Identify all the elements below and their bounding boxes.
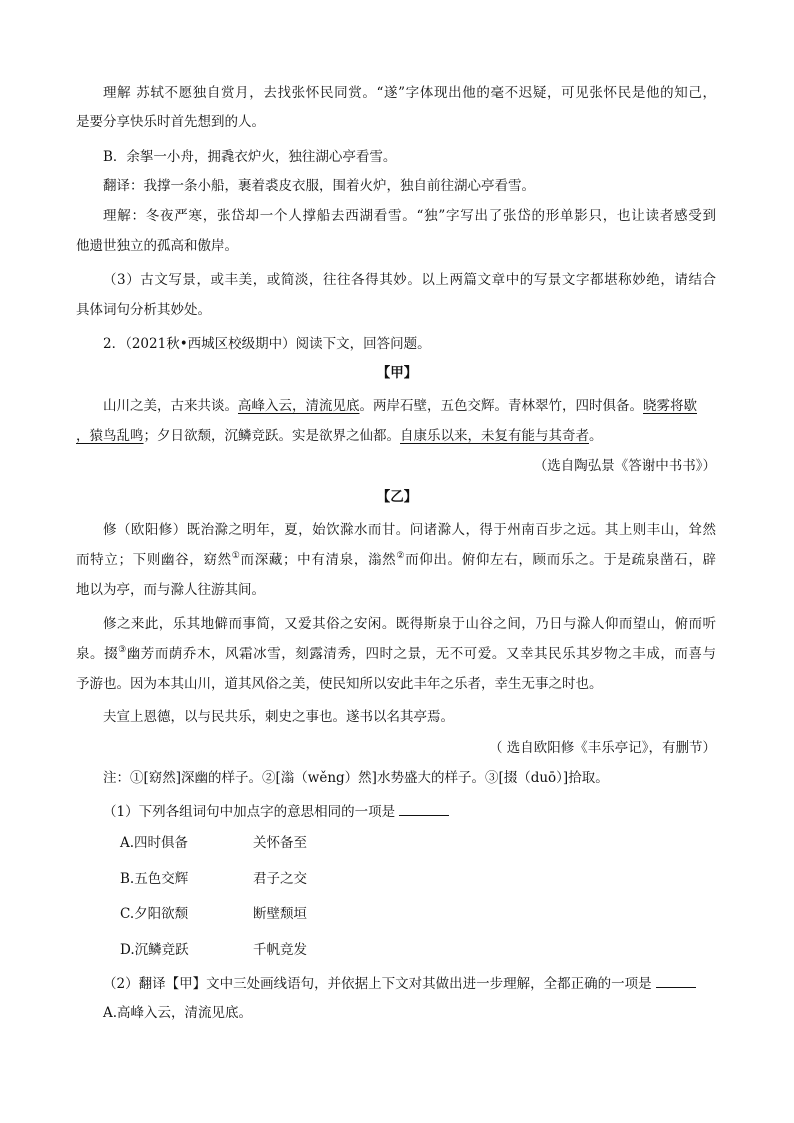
option-c-left: C.夕阳欲颓 — [120, 906, 189, 922]
passage-line: 而特立；下则幽谷，窈然①而深藏；中有清泉，滃然②而仰出。俯仰左右，顾而乐之。于是疏泉凿石，辟 — [76, 551, 716, 568]
option-d-left: D.沉鳞竞跃 — [120, 942, 189, 958]
question-heading: 2．（2021秋•西城区校级期中）阅读下文，回答问题。 — [103, 336, 431, 352]
section-title-jia: 【甲】 — [376, 365, 418, 381]
underlined-phrase: 晓雾将歇 — [643, 398, 697, 414]
option-line: B．余挐一小舟，拥毳衣炉火，独往湖心亭看雪。 — [103, 149, 397, 165]
source-citation: （ 选自欧阳修《丰乐亭记》，有删节） — [488, 740, 716, 756]
question-2: （2）翻译【甲】文中三处画线语句，并依据上下文对其做出进一步理解，全都正确的一项是 — [103, 973, 696, 994]
option-b-left: B.五色交辉 — [120, 871, 189, 887]
passage-line: 修之来此，乐其地僻而事简，又爱其俗之安闲。既得斯泉于山谷之间，乃日与滁人仰而望山，俯而听 — [103, 616, 716, 632]
passage-line: 山川之美，古来共谈。高峰入云，清流见底。两岸石壁，五色交辉。青林翠竹，四时俱备。晓雾将歇 — [103, 398, 697, 414]
footnote-marker: ① — [231, 551, 241, 561]
passage-line: 泉。掇③幽芳而荫乔木，风霜冰雪，刻露清秀，四时之景，无不可爱。又幸其民乐其岁物之丰成，而喜与 — [76, 645, 717, 662]
option-d-right: 千帆竞发 — [253, 942, 307, 958]
footnote-marker: ② — [396, 551, 406, 561]
paragraph-line: 理解：冬夜严寒，张岱却一个人撑船去西湖看雪。“独”字写出了张岱的形单影只，也让读者感受到 — [103, 208, 716, 224]
source-citation: （选自陶弘景《答谢中书书》） — [533, 458, 716, 474]
section-title-yi: 【乙】 — [376, 489, 418, 505]
underlined-phrase: 自康乐以来，未复有能与其奇者 — [400, 428, 589, 444]
option-a-left: A.四时俱备 — [120, 835, 189, 851]
passage-line: 地以为亭，而与滁人往游其间。 — [76, 582, 265, 598]
underlined-phrase: ，猿鸟乱鸣 — [76, 428, 144, 444]
passage-line: ，猿鸟乱鸣；夕日欲颓，沉鳞竞跃。实是欲界之仙都。自康乐以来，未复有能与其奇者。 — [76, 428, 603, 444]
passage-line: 夫宣上恩德，以与民共乐，刺史之事也。遂书以名其亭焉。 — [103, 709, 454, 725]
paragraph-line: 是要分享快乐时首先想到的人。 — [76, 114, 265, 130]
question-2-option-a: A.高峰入云，清流见底。 — [103, 1005, 253, 1021]
option-c-right: 断壁颓垣 — [253, 906, 307, 922]
translation-line: 翻译：我撑一条小船，裹着裘皮衣服，围着火炉，独自前往湖心亭看雪。 — [103, 178, 535, 194]
option-a-right: 关怀备至 — [253, 835, 307, 851]
answer-blank — [656, 973, 696, 988]
option-b-right: 君子之交 — [253, 871, 307, 887]
passage-line: 修（欧阳修）既治滁之明年，夏，始饮滁水而甘。问诸滁人，得于州南百步之远。其上则丰山，耸然 — [103, 522, 716, 538]
passage-line: 予游也。因为本其山川，道其风俗之美，使民知所以安此丰年之乐者，幸生无事之时也。 — [76, 676, 603, 692]
paragraph-line: 他遗世独立的孤高和傲岸。 — [76, 238, 238, 254]
underlined-phrase: 高峰入云，清流见底 — [238, 398, 360, 414]
paragraph-line: 理解 苏轼不愿独自赏月，去找张怀民同赏。“遂”字体现出他的毫不迟疑，可见张怀民是他的知己， — [103, 85, 716, 101]
question-1: （1）下列各组词句中加点字的意思相同的一项是 — [103, 801, 449, 822]
question-line: （3）古文写景，或丰美，或简淡，往往各得其妙。以上两篇文章中的写景文字都堪称妙绝，请结合 — [103, 272, 716, 288]
footnote-marker: ③ — [118, 645, 127, 655]
answer-blank — [399, 801, 449, 816]
question-line: 具体词句分析其妙处。 — [76, 302, 211, 318]
annotation-note: 注：①[窈然]深幽的样子。②[滃（wěng）然]水势盛大的样子。③[掇（duō）]拾取。 — [103, 770, 609, 786]
